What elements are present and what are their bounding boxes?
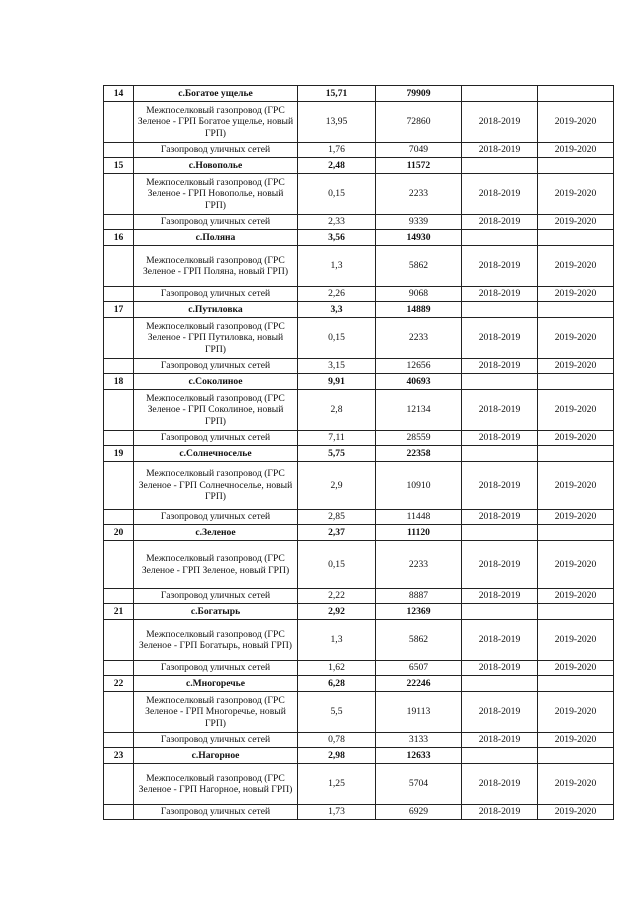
- row-period-build: 2019-2020: [538, 143, 614, 158]
- row-period-build: [538, 230, 614, 246]
- row-cost: 8887: [376, 589, 462, 604]
- row-period-build: [538, 525, 614, 541]
- row-number: [104, 246, 134, 287]
- table-row: [104, 661, 614, 676]
- row-number: [104, 462, 134, 510]
- row-cost: 72860: [376, 102, 462, 143]
- row-number: [104, 359, 134, 374]
- row-length: 13,95: [298, 102, 376, 143]
- row-period-build: 2019-2020: [538, 431, 614, 446]
- row-description: Межпоселковый газопровод (ГРС Зеленое - ГРП Зеленое, новый ГРП): [134, 541, 298, 589]
- row-cost: 12369: [376, 604, 462, 620]
- row-description: Газопровод уличных сетей: [134, 510, 298, 525]
- row-length: 3,3: [298, 302, 376, 318]
- row-period-design: 2018-2019: [462, 510, 538, 525]
- table-row: [104, 462, 614, 510]
- settlement-header-row: [104, 230, 614, 246]
- row-length: 2,98: [298, 748, 376, 764]
- table-row: [104, 143, 614, 158]
- row-cost: 2233: [376, 541, 462, 589]
- row-period-build: 2019-2020: [538, 541, 614, 589]
- row-period-build: 2019-2020: [538, 390, 614, 431]
- row-period-build: 2019-2020: [538, 661, 614, 676]
- row-period-design: [462, 86, 538, 102]
- table-row: [104, 390, 614, 431]
- row-length: 2,8: [298, 390, 376, 431]
- row-period-build: 2019-2020: [538, 174, 614, 215]
- row-number: [104, 733, 134, 748]
- row-length: 2,48: [298, 158, 376, 174]
- row-description: Газопровод уличных сетей: [134, 733, 298, 748]
- row-length: 3,15: [298, 359, 376, 374]
- row-cost: 11120: [376, 525, 462, 541]
- row-description: Межпоселковый газопровод (ГРС Зеленое - ГРП Нагорное, новый ГРП): [134, 764, 298, 805]
- row-length: 0,15: [298, 318, 376, 359]
- row-number: 19: [104, 446, 134, 462]
- row-period-design: [462, 302, 538, 318]
- row-period-design: 2018-2019: [462, 733, 538, 748]
- table-row: [104, 589, 614, 604]
- row-description: Межпоселковый газопровод (ГРС Зеленое - ГРП Солнечноселье, новый ГРП): [134, 462, 298, 510]
- row-length: 1,3: [298, 246, 376, 287]
- settlement-header-row: [104, 374, 614, 390]
- row-period-build: 2019-2020: [538, 620, 614, 661]
- row-number: [104, 661, 134, 676]
- table-row: [104, 318, 614, 359]
- row-period-design: [462, 676, 538, 692]
- row-cost: 22246: [376, 676, 462, 692]
- row-period-build: 2019-2020: [538, 462, 614, 510]
- row-cost: 28559: [376, 431, 462, 446]
- table-row: [104, 692, 614, 733]
- row-length: 1,3: [298, 620, 376, 661]
- row-period-build: 2019-2020: [538, 805, 614, 820]
- row-description: с.Богатое ущелье: [134, 86, 298, 102]
- table-row: [104, 246, 614, 287]
- row-length: 5,75: [298, 446, 376, 462]
- row-period-design: 2018-2019: [462, 431, 538, 446]
- table-row: [104, 215, 614, 230]
- row-length: 3,56: [298, 230, 376, 246]
- row-period-design: 2018-2019: [462, 246, 538, 287]
- row-description: Межпоселковый газопровод (ГРС Зеленое - ГРП Поляна, новый ГРП): [134, 246, 298, 287]
- row-length: 2,33: [298, 215, 376, 230]
- row-number: 22: [104, 676, 134, 692]
- row-period-build: [538, 374, 614, 390]
- row-number: [104, 174, 134, 215]
- table-row: [104, 287, 614, 302]
- table-row: [104, 805, 614, 820]
- row-period-design: [462, 604, 538, 620]
- row-period-build: 2019-2020: [538, 287, 614, 302]
- table-row: [104, 620, 614, 661]
- row-cost: 10910: [376, 462, 462, 510]
- row-cost: 12633: [376, 748, 462, 764]
- row-period-design: 2018-2019: [462, 661, 538, 676]
- row-description: Газопровод уличных сетей: [134, 143, 298, 158]
- row-number: [104, 143, 134, 158]
- row-number: 15: [104, 158, 134, 174]
- row-length: 5,5: [298, 692, 376, 733]
- row-description: Газопровод уличных сетей: [134, 431, 298, 446]
- gasification-table: [103, 85, 614, 820]
- row-number: 18: [104, 374, 134, 390]
- row-number: 14: [104, 86, 134, 102]
- row-length: 2,26: [298, 287, 376, 302]
- table-row: [104, 359, 614, 374]
- row-description: с.Новополье: [134, 158, 298, 174]
- row-period-build: 2019-2020: [538, 692, 614, 733]
- row-description: Межпоселковый газопровод (ГРС Зеленое - ГРП Богатое ущелье, новый ГРП): [134, 102, 298, 143]
- row-cost: 2233: [376, 318, 462, 359]
- row-length: 2,22: [298, 589, 376, 604]
- row-cost: 22358: [376, 446, 462, 462]
- row-period-build: 2019-2020: [538, 215, 614, 230]
- row-cost: 11448: [376, 510, 462, 525]
- row-period-build: [538, 676, 614, 692]
- row-number: 17: [104, 302, 134, 318]
- row-period-design: 2018-2019: [462, 174, 538, 215]
- row-period-build: 2019-2020: [538, 589, 614, 604]
- row-cost: 12134: [376, 390, 462, 431]
- row-cost: 11572: [376, 158, 462, 174]
- row-period-build: 2019-2020: [538, 359, 614, 374]
- row-period-design: 2018-2019: [462, 359, 538, 374]
- row-number: [104, 390, 134, 431]
- row-number: [104, 541, 134, 589]
- row-length: 0,15: [298, 174, 376, 215]
- table-row: [104, 174, 614, 215]
- row-length: 15,71: [298, 86, 376, 102]
- row-number: 20: [104, 525, 134, 541]
- row-period-build: [538, 446, 614, 462]
- row-cost: 14930: [376, 230, 462, 246]
- row-cost: 2233: [376, 174, 462, 215]
- table-row: [104, 431, 614, 446]
- row-length: 2,92: [298, 604, 376, 620]
- row-length: 1,62: [298, 661, 376, 676]
- row-description: Межпоселковый газопровод (ГРС Зеленое - ГРП Богатырь, новый ГРП): [134, 620, 298, 661]
- row-description: Межпоселковый газопровод (ГРС Зеленое - ГРП Соколиное, новый ГРП): [134, 390, 298, 431]
- table-row: [104, 733, 614, 748]
- row-period-design: 2018-2019: [462, 692, 538, 733]
- row-length: 7,11: [298, 431, 376, 446]
- row-period-build: [538, 748, 614, 764]
- row-length: 2,85: [298, 510, 376, 525]
- row-number: [104, 431, 134, 446]
- row-length: 2,9: [298, 462, 376, 510]
- row-period-build: [538, 604, 614, 620]
- row-description: Газопровод уличных сетей: [134, 805, 298, 820]
- row-description: Газопровод уличных сетей: [134, 589, 298, 604]
- row-period-build: 2019-2020: [538, 733, 614, 748]
- row-length: 9,91: [298, 374, 376, 390]
- row-cost: 19113: [376, 692, 462, 733]
- settlement-header-row: [104, 302, 614, 318]
- row-cost: 6507: [376, 661, 462, 676]
- row-length: 0,15: [298, 541, 376, 589]
- settlement-header-row: [104, 525, 614, 541]
- row-period-design: 2018-2019: [462, 143, 538, 158]
- row-description: с.Нагорное: [134, 748, 298, 764]
- row-description: Межпоселковый газопровод (ГРС Зеленое - ГРП Многоречье, новый ГРП): [134, 692, 298, 733]
- row-period-design: 2018-2019: [462, 287, 538, 302]
- row-description: Газопровод уличных сетей: [134, 661, 298, 676]
- row-period-design: 2018-2019: [462, 620, 538, 661]
- table-row: [104, 510, 614, 525]
- row-number: [104, 318, 134, 359]
- row-period-design: [462, 446, 538, 462]
- row-number: 16: [104, 230, 134, 246]
- row-number: [104, 692, 134, 733]
- row-period-design: 2018-2019: [462, 318, 538, 359]
- row-description: с.Соколиное: [134, 374, 298, 390]
- row-description: Газопровод уличных сетей: [134, 215, 298, 230]
- row-cost: 3133: [376, 733, 462, 748]
- settlement-header-row: [104, 676, 614, 692]
- row-period-design: 2018-2019: [462, 462, 538, 510]
- row-cost: 7049: [376, 143, 462, 158]
- row-period-build: 2019-2020: [538, 102, 614, 143]
- row-period-design: [462, 374, 538, 390]
- row-description: с.Путиловка: [134, 302, 298, 318]
- row-number: [104, 620, 134, 661]
- row-length: 2,37: [298, 525, 376, 541]
- row-length: 0,78: [298, 733, 376, 748]
- row-number: [104, 764, 134, 805]
- row-description: с.Поляна: [134, 230, 298, 246]
- row-period-design: 2018-2019: [462, 589, 538, 604]
- row-length: 6,28: [298, 676, 376, 692]
- row-cost: 6929: [376, 805, 462, 820]
- row-period-design: 2018-2019: [462, 215, 538, 230]
- row-period-build: 2019-2020: [538, 318, 614, 359]
- row-cost: 5704: [376, 764, 462, 805]
- row-cost: 9339: [376, 215, 462, 230]
- row-number: [104, 287, 134, 302]
- row-description: с.Солнечноселье: [134, 446, 298, 462]
- row-cost: 5862: [376, 246, 462, 287]
- row-description: с.Богатырь: [134, 604, 298, 620]
- row-period-design: [462, 748, 538, 764]
- table-body: [104, 86, 614, 820]
- row-description: с.Многоречье: [134, 676, 298, 692]
- settlement-header-row: [104, 86, 614, 102]
- row-number: 21: [104, 604, 134, 620]
- row-cost: 79909: [376, 86, 462, 102]
- row-cost: 12656: [376, 359, 462, 374]
- row-period-build: 2019-2020: [538, 764, 614, 805]
- settlement-header-row: [104, 748, 614, 764]
- row-period-build: [538, 158, 614, 174]
- row-number: [104, 510, 134, 525]
- table-row: [104, 541, 614, 589]
- row-period-build: [538, 302, 614, 318]
- row-description: Межпоселковый газопровод (ГРС Зеленое - ГРП Новополье, новый ГРП): [134, 174, 298, 215]
- row-description: Межпоселковый газопровод (ГРС Зеленое - ГРП Путиловка, новый ГРП): [134, 318, 298, 359]
- row-period-design: 2018-2019: [462, 541, 538, 589]
- row-period-design: [462, 525, 538, 541]
- row-cost: 5862: [376, 620, 462, 661]
- row-period-design: 2018-2019: [462, 390, 538, 431]
- row-length: 1,76: [298, 143, 376, 158]
- row-description: Газопровод уличных сетей: [134, 359, 298, 374]
- row-number: 23: [104, 748, 134, 764]
- row-period-design: [462, 230, 538, 246]
- row-period-build: 2019-2020: [538, 510, 614, 525]
- row-number: [104, 102, 134, 143]
- row-cost: 40693: [376, 374, 462, 390]
- table-row: [104, 764, 614, 805]
- row-description: с.Зеленое: [134, 525, 298, 541]
- row-period-build: 2019-2020: [538, 246, 614, 287]
- row-cost: 9068: [376, 287, 462, 302]
- row-period-build: [538, 86, 614, 102]
- row-period-design: [462, 158, 538, 174]
- row-period-design: 2018-2019: [462, 764, 538, 805]
- row-period-design: 2018-2019: [462, 102, 538, 143]
- settlement-header-row: [104, 604, 614, 620]
- row-number: [104, 215, 134, 230]
- settlement-header-row: [104, 158, 614, 174]
- row-period-design: 2018-2019: [462, 805, 538, 820]
- row-number: [104, 589, 134, 604]
- table-row: [104, 102, 614, 143]
- row-description: Газопровод уличных сетей: [134, 287, 298, 302]
- row-number: [104, 805, 134, 820]
- row-cost: 14889: [376, 302, 462, 318]
- row-length: 1,25: [298, 764, 376, 805]
- settlement-header-row: [104, 446, 614, 462]
- row-length: 1,73: [298, 805, 376, 820]
